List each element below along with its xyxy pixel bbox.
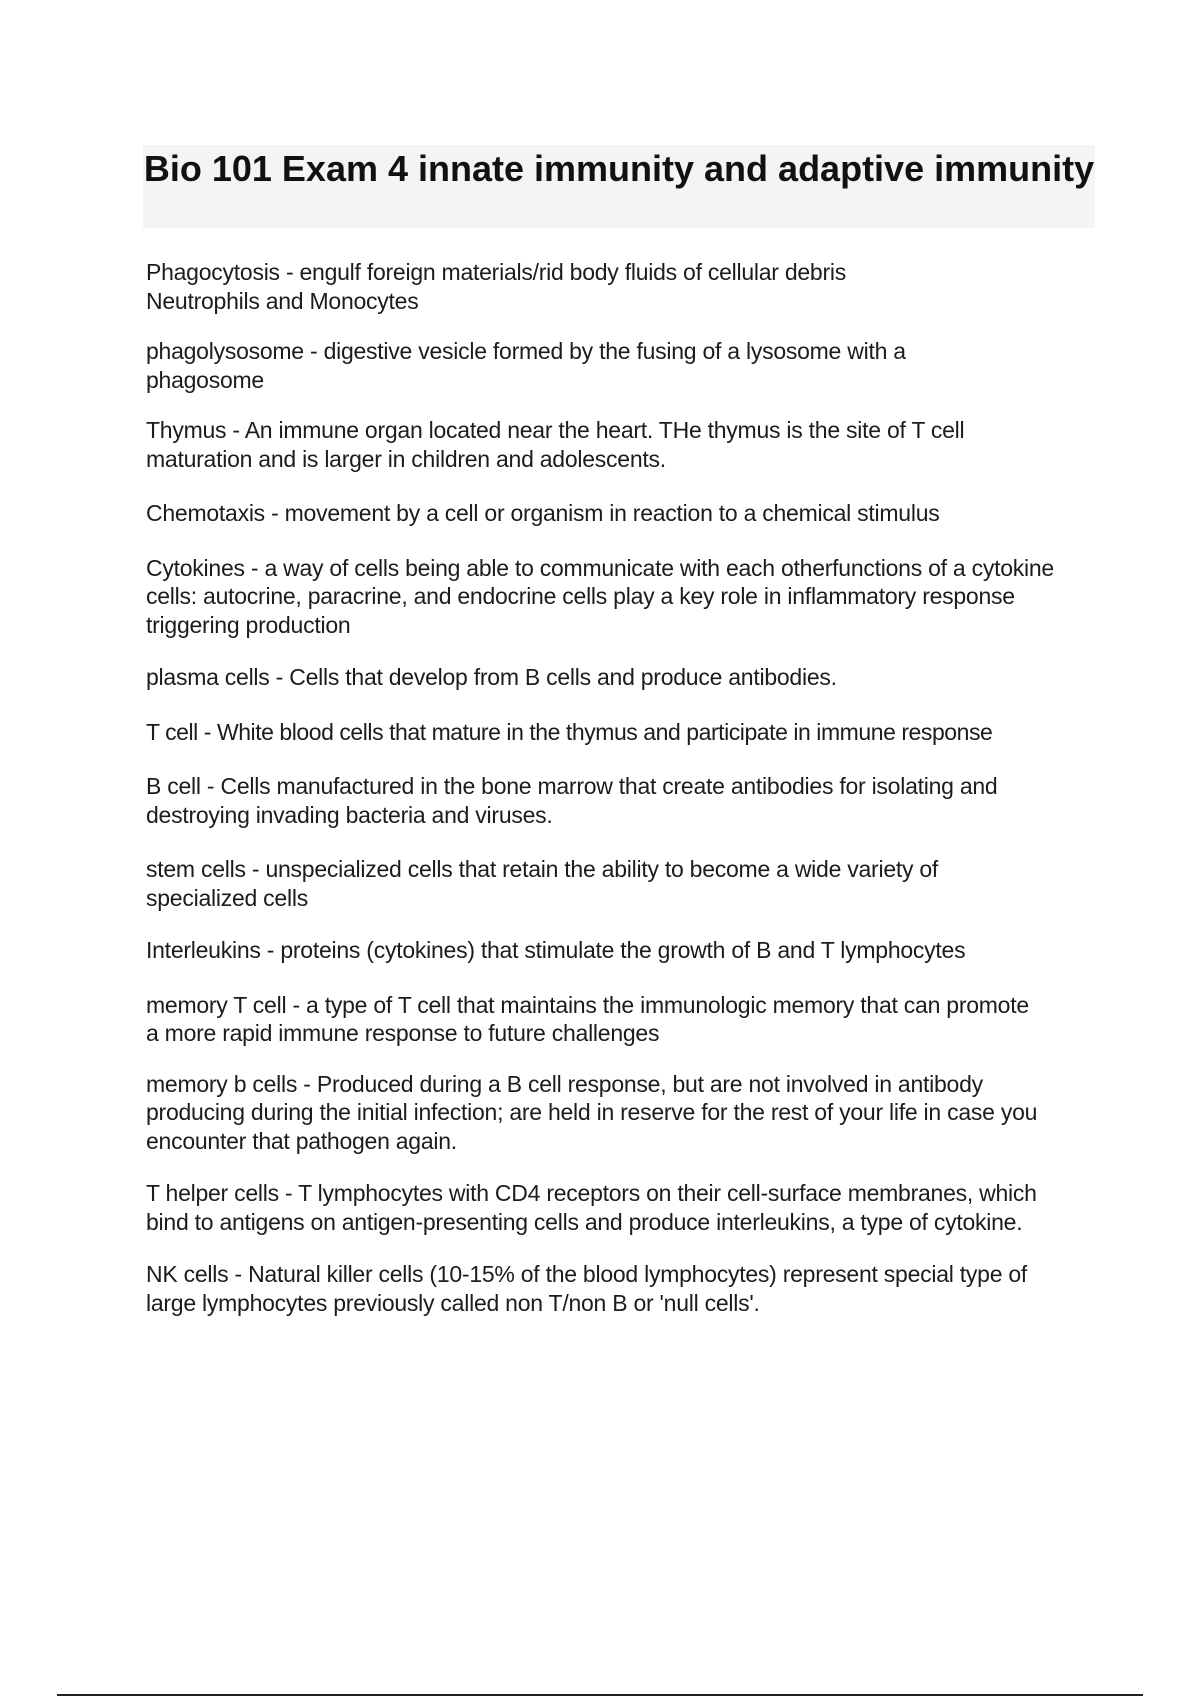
flashcard-entry: phagolysosome - digestive vesicle formed by the fusing of a lysosome with a phagosome (146, 338, 906, 393)
entry-term: Phagocytosis (146, 259, 280, 285)
entry-definition: White blood cells that mature in the thymus and participate in immune response (216, 718, 993, 745)
entry-definition: Cells that develop from B cells and produce antibodies. (289, 664, 837, 690)
flashcard-entry: memory b cells - Produced during a B cell response, but are not involved in antibody producing during the initial infection; are held in reserve for the rest of your life in case you encounter that pathogen again. (146, 1070, 1038, 1154)
flashcard-entry: NK cells - Natural killer cells (10-15% of the blood lymphocytes) represent special type of large lymphocytes previously called non T/non B or 'null cells'. (146, 1261, 1028, 1316)
entry-term: B cell (146, 773, 201, 799)
entry-definition: a way of cells being able to communicate with each otherfunctions of a cytokine cells: autocrine, paracrine, and endocrine cells play a key role in inflammatory response triggering production (146, 554, 1054, 638)
flashcard-entry: Thymus - An immune organ located near the heart. THe thymus is the site of T cell maturation and is larger in children and adolescents. (146, 417, 965, 472)
entry-term: NK cells (146, 1261, 229, 1287)
entry-definition: a type of T cell that maintains the immunologic memory that can promote a more rapid immune response to future challenges (146, 991, 1029, 1046)
entry-definition: digestive vesicle formed by the fusing of a lysosome with a phagosome (146, 338, 906, 393)
flashcard-entry: Phagocytosis - engulf foreign materials/rid body fluids of cellular debris Neutrophils and Monocytes (146, 259, 846, 314)
flashcard-entry: T cell - White blood cells that mature in the thymus and participate in immune response (146, 718, 993, 745)
entry-term: Thymus (146, 417, 227, 443)
entry-term: phagolysosome (146, 338, 304, 364)
entry-definition: T lymphocytes with CD4 receptors on their cell-surface membranes, which bind to antigens on antigen-presenting cells and produce interleukins, a type of cytokine. (146, 1180, 1037, 1235)
flashcard-list (146, 258, 1086, 1317)
entry-definition: An immune organ located near the heart. THe thymus is the site of T cell maturation and is larger in children and adolescents. (146, 417, 965, 472)
flashcard-entry: Chemotaxis - movement by a cell or organism in reaction to a chemical stimulus (146, 500, 940, 526)
entry-term: Cytokines (146, 554, 245, 581)
footer-rule (57, 1694, 1143, 1696)
entry-term: Interleukins (146, 937, 261, 963)
entry-term: T cell (146, 718, 198, 745)
flashcard-entry: plasma cells - Cells that develop from B cells and produce antibodies. (146, 664, 837, 690)
entry-definition: unspecialized cells that retain the ability to become a wide variety of specialized cells (146, 856, 939, 911)
entry-definition: Produced during a B cell response, but are not involved in antibody producing during the initial infection; are held in reserve for the rest of your life in case you encounter that pathogen again. (146, 1070, 1038, 1154)
flashcard-entry: Cytokines - a way of cells being able to communicate with each otherfunctions of a cytokine cells: autocrine, paracrine, and endocrine cells play a key role in inflammatory response triggering production (146, 554, 1054, 638)
flashcard-entry: Interleukins - proteins (cytokines) that stimulate the growth of B and T lymphocytes (146, 937, 966, 963)
entry-definition: Natural killer cells (10-15% of the blood lymphocytes) represent special type of large lymphocytes previously called non T/non B or 'null cells'. (146, 1261, 1028, 1316)
flashcard-entry: memory T cell - a type of T cell that maintains the immunologic memory that can promote a more rapid immune response to future challenges (146, 991, 1029, 1046)
entry-definition: Cells manufactured in the bone marrow that create antibodies for isolating and destroying invading bacteria and viruses. (146, 773, 998, 828)
entry-definition: proteins (cytokines) that stimulate the growth of B and T lymphocytes (280, 937, 966, 963)
title-band (143, 145, 1095, 228)
entry-term: Chemotaxis (146, 500, 265, 526)
entry-term: memory b cells (146, 1070, 298, 1097)
entry-term: T helper cells (146, 1180, 279, 1206)
document-title: Bio 101 Exam 4 innate immunity and adaptive immunity (143, 148, 1095, 189)
flashcard-entry: stem cells - unspecialized cells that retain the ability to become a wide variety of specialized cells (146, 856, 939, 911)
flashcard-entry: B cell - Cells manufactured in the bone marrow that create antibodies for isolating and destroying invading bacteria and viruses. (146, 773, 998, 828)
flashcard-entry: T helper cells - T lymphocytes with CD4 receptors on their cell-surface membranes, which bind to antigens on antigen-presenting cells and produce interleukins, a type of cytokine. (146, 1180, 1037, 1235)
entry-definition: movement by a cell or organism in reaction to a chemical stimulus (284, 500, 940, 526)
entry-term: stem cells (146, 856, 246, 882)
entry-term: memory T cell (146, 991, 287, 1018)
entry-definition: engulf foreign materials/rid body fluids of cellular debris Neutrophils and Monocytes (146, 259, 846, 314)
entry-term: plasma cells (146, 664, 270, 690)
